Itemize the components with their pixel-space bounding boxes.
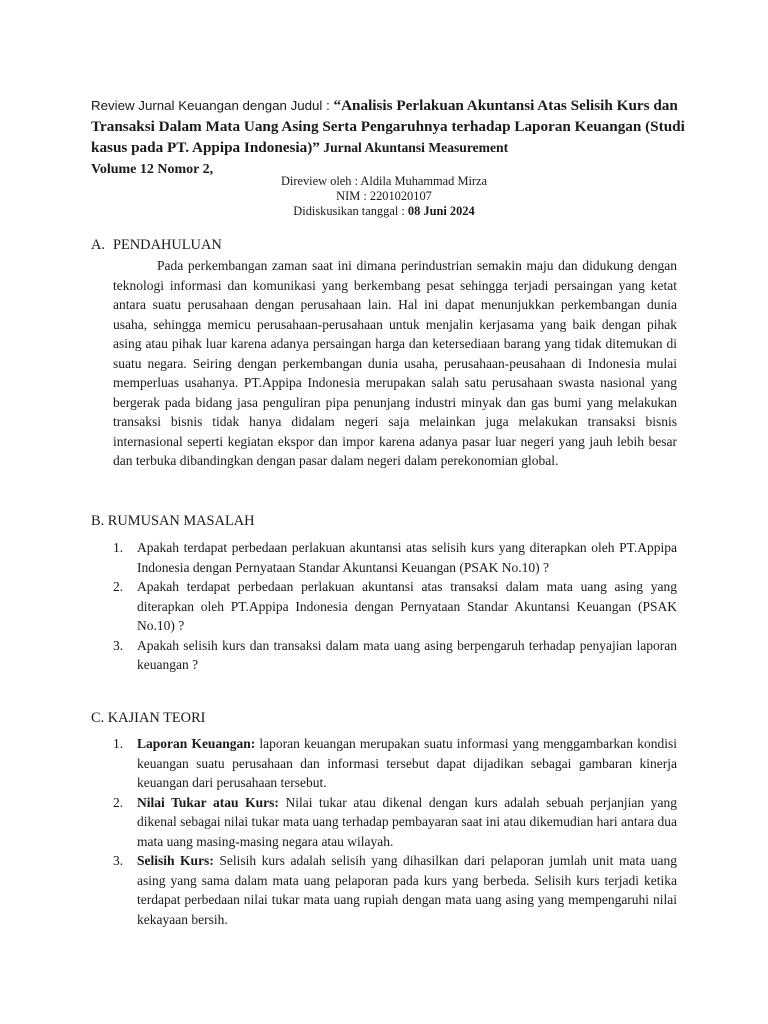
review-prefix: Review Jurnal Keuangan dengan Judul :	[91, 98, 334, 113]
list-item-number: 2.	[113, 794, 124, 810]
list-item	[113, 636, 677, 675]
list-item-text: Apakah terdapat perbedaan perlakuan akuntansi atas transaksi dalam mata uang asing yang diterapkan oleh PT.Appipa Indonesia dengan Pernyataan Standar Akuntansi Keuangan (PSAK No.10) ?	[137, 579, 677, 633]
list-item-text: Apakah selisih kurs dan transaksi dalam mata uang asing berpengaruh terhadap penyajian laporan keuangan ?	[137, 637, 677, 672]
discussion-date-line	[0, 204, 768, 219]
introduction-paragraph: Pada perkembangan zaman saat ini dimana perindustrian semakin maju dan didukung dengan teknologi informasi dan komunikasi yang berkembang pesat sehingga terjadi persaingan yang ketat antara suatu perusahaan dengan perusahaan lain. Hal ini dapat menunjukkan perkembangan dunia usaha, sehingga memicu perusahaan-perusahaan untuk menjalin kerjasama yang baik dengan pihak asing atau pihak luar karena adanya persaingan harga dan ketersediaan barang yang tidak ditemukan di suatu negara. Seiring dengan perkembangan dunia usaha, perusahaan-peusahaan di Indonesia mulai memperluas usahanya. PT.Appipa Indonesia merupakan salah satu perusahaan swasta nasional yang bergerak pada bidang jasa penguliran pipa penunjang industri minyak dan gas bumi yang melakukan transaksi bisnis tidak hanya didalam negeri saja melainkan juga melakukan transaksi bisnis internasional seperti kegiatan ekspor dan impor karena adanya pasar luar negeri yang jauh lebih besar dan terbuka dibandingkan dengan pasar dalam negeri dalam perekonomian global.	[113, 258, 677, 468]
section-a-letter: A.	[91, 237, 105, 253]
list-item-term: Nilai Tukar atau Kurs:	[137, 794, 279, 810]
section-a-heading	[91, 236, 222, 254]
section-c-heading: C. KAJIAN TEORI	[91, 710, 206, 726]
list-item-term: Laporan Keuangan:	[137, 736, 256, 751]
list-item-text: laporan keuangan merupakan suatu informasi yang menggambarkan kondisi keuangan suatu perusahaan dan informasi tersebut dapat dijadikan sebagai gambaran kinerja keuangan dari perusahaan tersebut.	[137, 736, 677, 790]
list-item-text: Apakah terdapat perbedaan perlakuan akuntansi atas selisih kurs yang diterapkan oleh PT.Appipa Indonesia dengan Pernyataan Standar Akuntansi Keuangan (PSAK No.10) ?	[137, 540, 677, 575]
list-item-number: 3.	[113, 637, 124, 653]
list-item	[113, 538, 677, 577]
section-a-title: PENDAHULUAN	[113, 237, 222, 253]
list-item	[113, 734, 677, 793]
list-item-text: Selisih kurs adalah selisih yang dihasilkan dari pelaporan jumlah unit mata uang asing yang sama dalam mata uang pelaporan pada kurs yang berbeda. Selisih kurs terjadi ketika terdapat perbedaan nilai tukar mata uang rupiah dengan mata uang asing yang mempengaruhi nilai kekayaan bersih.	[137, 853, 677, 927]
nim-line: NIM : 2201020107	[336, 189, 432, 203]
list-item-number: 2.	[113, 579, 124, 594]
journal-name: Jurnal Akuntansi Measurement	[319, 140, 509, 155]
section-b-heading: B. RUMUSAN MASALAH	[91, 513, 255, 529]
list-item	[113, 793, 677, 852]
reviewer-line: Direview oleh : Aldila Muhammad Mirza	[280, 174, 488, 188]
list-item-number: 1.	[113, 736, 124, 751]
list-item-text: Nilai tukar atau dikenal dengan kurs adalah sebuah perjanjian yang dikenal sebagai nilai tukar mata uang terhadap pembayaran saat ini atau dikemudian hari antara dua mata uang masing-masing negara atau wilayah.	[137, 794, 677, 849]
discussion-date-value: 08 Juni 2024	[407, 204, 475, 218]
list-item-number: 3.	[113, 853, 124, 868]
journal-article-title: “Analisis Perlakuan Akuntansi Atas Selisih Kurs dan Transaksi Dalam Mata Uang Asing Serta Pengaruhnya terhadap Laporan Keuangan (Studi kasus pada PT. Appipa Indonesia)”	[91, 97, 685, 156]
list-item-term: Selisih Kurs:	[137, 853, 214, 868]
theory-review-list	[113, 734, 677, 929]
discussion-date-label: Didiskusikan tanggal :	[293, 204, 408, 218]
list-item	[113, 577, 677, 636]
list-item-number: 1.	[113, 540, 124, 555]
review-header	[91, 95, 691, 180]
list-item	[113, 851, 677, 929]
journal-volume: Volume 12 Nomor 2,	[91, 162, 214, 177]
problem-statement-list	[113, 538, 677, 675]
